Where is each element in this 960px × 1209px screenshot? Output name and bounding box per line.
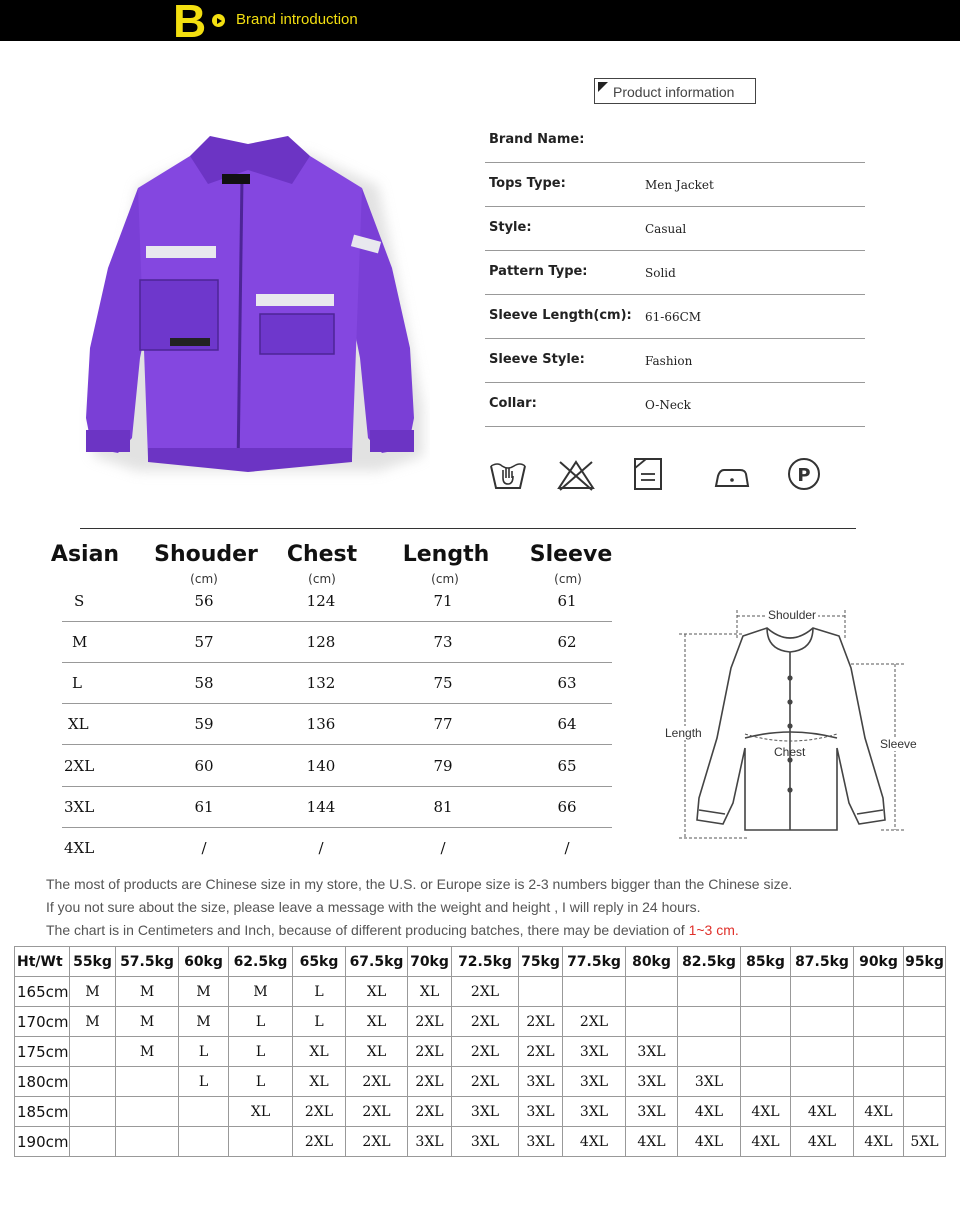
size-cell — [741, 1007, 791, 1037]
size-cell: M — [116, 1037, 179, 1067]
size-cell: 58 — [194, 674, 214, 692]
size-cell — [904, 977, 946, 1007]
size-cell: 128 — [306, 633, 336, 651]
size-cell: 4XL — [791, 1127, 854, 1157]
size-header-asian: Asian — [50, 542, 120, 567]
spec-row — [485, 250, 865, 295]
spec-value: Fashion — [645, 354, 693, 368]
size-cell: L — [179, 1037, 229, 1067]
size-cell: 3XL — [563, 1097, 626, 1127]
size-cell: 2XL — [346, 1127, 408, 1157]
size-cell: XL — [346, 1007, 408, 1037]
size-cell — [741, 977, 791, 1007]
measurement-diagram — [655, 598, 930, 846]
iron-low-icon — [712, 456, 752, 492]
dry-flat-icon — [630, 456, 670, 492]
size-cell: 2XL — [452, 1067, 519, 1097]
size-cell: 63 — [557, 674, 577, 692]
size-cell — [626, 1007, 678, 1037]
size-cell: 3XL — [626, 1037, 678, 1067]
size-cell — [116, 1067, 179, 1097]
size-row — [62, 786, 612, 828]
size-cell: 59 — [194, 715, 214, 733]
spec-key: Style: — [489, 220, 532, 235]
weight-header: 55kg — [70, 947, 116, 977]
size-cell: 4XL — [741, 1127, 791, 1157]
size-cell: XL — [346, 1037, 408, 1067]
spec-key: Brand Name: — [489, 132, 585, 147]
size-cell: 3XL — [519, 1067, 563, 1097]
size-cell: M — [70, 1007, 116, 1037]
size-cell: 3XL — [408, 1127, 452, 1157]
size-cell: 3XL — [678, 1067, 741, 1097]
size-cell: 3XL — [563, 1067, 626, 1097]
size-cell: 2XL — [346, 1067, 408, 1097]
size-cell — [116, 1097, 179, 1127]
spec-row — [485, 382, 865, 427]
size-cell: XL — [293, 1067, 346, 1097]
dry-clean-p-icon — [784, 456, 824, 492]
size-cell: 3XL — [519, 1127, 563, 1157]
size-cell: / — [318, 839, 324, 857]
weight-header: 82.5kg — [678, 947, 741, 977]
size-cell: 77 — [433, 715, 453, 733]
spec-row — [485, 162, 865, 207]
size-cell — [179, 1127, 229, 1157]
size-row — [62, 827, 612, 868]
size-cell: M — [229, 977, 293, 1007]
size-cell: XL — [346, 977, 408, 1007]
height-cell: 190cm — [15, 1127, 70, 1157]
size-cell: 60 — [194, 757, 214, 775]
size-cell: 2XL — [346, 1097, 408, 1127]
size-cell: L — [229, 1037, 293, 1067]
size-cell: 2XL — [293, 1127, 346, 1157]
size-cell — [904, 1037, 946, 1067]
size-cell: 57 — [194, 633, 214, 651]
size-cell — [854, 1037, 904, 1067]
size-cell — [791, 1067, 854, 1097]
size-cell: 61 — [194, 798, 214, 816]
height-weight-table — [14, 946, 946, 1157]
size-cell: M — [116, 977, 179, 1007]
weight-header: 72.5kg — [452, 947, 519, 977]
size-header-chest: Chest — [286, 542, 358, 567]
size-cell: 136 — [306, 715, 336, 733]
size-row — [62, 703, 612, 745]
spec-key: Tops Type: — [489, 176, 566, 191]
size-cell: 65 — [557, 757, 577, 775]
size-cell: S — [74, 592, 85, 610]
size-header-length: Length — [402, 542, 490, 567]
spec-value: Casual — [645, 222, 687, 236]
size-cell: 2XL — [519, 1007, 563, 1037]
size-cell: 79 — [433, 757, 453, 775]
size-cell — [563, 977, 626, 1007]
size-cell: / — [201, 839, 207, 857]
size-cell: 66 — [557, 798, 577, 816]
weight-header: 62.5kg — [229, 947, 293, 977]
size-cell — [70, 1067, 116, 1097]
size-cell: M — [179, 977, 229, 1007]
size-cell — [791, 977, 854, 1007]
size-cell: 2XL — [408, 1067, 452, 1097]
size-header-shoulder: Shouder — [154, 542, 258, 567]
size-cell — [741, 1067, 791, 1097]
deviation-range: 1~3 cm — [688, 922, 735, 938]
size-cell: 140 — [306, 757, 336, 775]
diagram-label-length: Length — [665, 726, 702, 740]
size-note-2: If you not sure about the size, please leave a message with the weight and height , I will reply in 24 hours. — [46, 899, 701, 915]
spec-row — [485, 206, 865, 251]
play-circle-icon — [212, 14, 225, 27]
spec-key: Sleeve Length(cm): — [489, 308, 632, 323]
unit-label: (cm) — [308, 572, 336, 586]
size-cell — [519, 977, 563, 1007]
size-cell: / — [440, 839, 446, 857]
table-row — [15, 1007, 946, 1037]
spec-key: Collar: — [489, 396, 537, 411]
size-cell: 4XL — [741, 1097, 791, 1127]
size-cell: 2XL — [519, 1037, 563, 1067]
size-cell: 4XL — [563, 1127, 626, 1157]
table-row — [15, 1037, 946, 1067]
size-cell: 3XL — [64, 798, 95, 816]
size-cell: 2XL — [408, 1097, 452, 1127]
table-row — [15, 1097, 946, 1127]
weight-header: 80kg — [626, 947, 678, 977]
size-cell — [678, 977, 741, 1007]
weight-header: 70kg — [408, 947, 452, 977]
spec-row — [485, 338, 865, 383]
size-cell: 61 — [557, 592, 577, 610]
size-cell — [678, 1007, 741, 1037]
spec-value: 61-66CM — [645, 310, 702, 324]
weight-header: 75kg — [519, 947, 563, 977]
size-cell: 2XL — [563, 1007, 626, 1037]
size-cell — [626, 977, 678, 1007]
size-cell: 71 — [433, 592, 453, 610]
size-cell — [678, 1037, 741, 1067]
size-note-3 — [46, 922, 739, 938]
size-cell — [179, 1097, 229, 1127]
size-cell — [791, 1007, 854, 1037]
height-cell: 185cm — [15, 1097, 70, 1127]
size-cell: 62 — [557, 633, 577, 651]
size-cell — [791, 1037, 854, 1067]
unit-label: (cm) — [431, 572, 459, 586]
size-cell: 2XL — [452, 977, 519, 1007]
height-cell: 175cm — [15, 1037, 70, 1067]
size-cell: 132 — [306, 674, 336, 692]
weight-header: 65kg — [293, 947, 346, 977]
section-divider — [80, 528, 856, 529]
size-cell: / — [564, 839, 570, 857]
size-note-3-text: The chart is in Centimeters and Inch, because of different producing batches, there may be deviation of — [46, 922, 689, 938]
weight-header: 77.5kg — [563, 947, 626, 977]
size-cell: XL — [408, 977, 452, 1007]
size-cell — [229, 1127, 293, 1157]
spec-key: Sleeve Style: — [489, 352, 585, 367]
size-cell: XL — [68, 715, 89, 733]
height-cell: 180cm — [15, 1067, 70, 1097]
size-cell — [70, 1037, 116, 1067]
size-header-sleeve: Sleeve — [529, 542, 613, 567]
diagram-label-chest: Chest — [774, 745, 806, 759]
height-cell: 170cm — [15, 1007, 70, 1037]
size-cell: L — [229, 1007, 293, 1037]
size-note-1: The most of products are Chinese size in my store, the U.S. or Europe size is 2-3 numbers bigger than the Chinese size. — [46, 876, 793, 892]
size-cell: 4XL — [854, 1127, 904, 1157]
brand-introduction-title: Brand introduction — [236, 11, 358, 28]
size-cell — [904, 1067, 946, 1097]
spec-row — [485, 118, 865, 163]
size-cell: 4XL — [854, 1097, 904, 1127]
size-cell: 2XL — [408, 1007, 452, 1037]
size-cell — [854, 1067, 904, 1097]
size-cell: 144 — [306, 798, 336, 816]
size-row — [62, 745, 612, 787]
unit-label: (cm) — [554, 572, 582, 586]
size-cell: 4XL — [64, 839, 95, 857]
size-cell — [70, 1097, 116, 1127]
table-row — [15, 1067, 946, 1097]
size-cell — [904, 1007, 946, 1037]
size-row — [62, 662, 612, 704]
size-cell: 3XL — [626, 1067, 678, 1097]
table-header-row — [15, 947, 946, 977]
size-cell: L — [229, 1067, 293, 1097]
size-cell: 75 — [433, 674, 453, 692]
spec-value: O-Neck — [645, 398, 691, 412]
size-row — [62, 621, 612, 663]
size-cell: 4XL — [791, 1097, 854, 1127]
size-cell: 2XL — [408, 1037, 452, 1067]
brand-letter: B — [173, 0, 207, 47]
size-cell: 81 — [433, 798, 453, 816]
size-cell: 64 — [557, 715, 577, 733]
weight-header: 85kg — [741, 947, 791, 977]
corner-cell: Ht/Wt — [15, 947, 70, 977]
product-information-label: Product information — [594, 78, 756, 104]
jacket-product-image — [70, 118, 430, 488]
svg-text:P: P — [797, 465, 811, 486]
size-cell: L — [72, 674, 82, 692]
size-cell: XL — [229, 1097, 293, 1127]
size-cell: 4XL — [626, 1127, 678, 1157]
spec-key: Pattern Type: — [489, 264, 588, 279]
size-cell: L — [293, 977, 346, 1007]
size-cell: 2XL — [293, 1097, 346, 1127]
size-cell: M — [72, 633, 88, 651]
size-cell: M — [116, 1007, 179, 1037]
diagram-label-shoulder: Shoulder — [768, 608, 817, 622]
size-cell: 2XL — [64, 757, 95, 775]
weight-header: 87.5kg — [791, 947, 854, 977]
size-cell — [854, 977, 904, 1007]
size-cell: 56 — [194, 592, 214, 610]
weight-header: 67.5kg — [346, 947, 408, 977]
spec-row — [485, 294, 865, 339]
size-cell: 3XL — [563, 1037, 626, 1067]
weight-header: 90kg — [854, 947, 904, 977]
size-cell: L — [179, 1067, 229, 1097]
size-cell — [904, 1097, 946, 1127]
size-cell: 4XL — [678, 1097, 741, 1127]
weight-header: 57.5kg — [116, 947, 179, 977]
no-bleach-icon — [556, 456, 596, 492]
size-cell: 3XL — [452, 1097, 519, 1127]
unit-label: (cm) — [190, 572, 218, 586]
size-cell — [116, 1127, 179, 1157]
size-row — [62, 580, 612, 622]
size-cell — [741, 1037, 791, 1067]
size-cell: 73 — [433, 633, 453, 651]
hand-wash-icon — [488, 456, 528, 492]
table-row — [15, 977, 946, 1007]
size-cell: 3XL — [519, 1097, 563, 1127]
weight-header: 60kg — [179, 947, 229, 977]
size-cell: 3XL — [452, 1127, 519, 1157]
size-cell: 2XL — [452, 1037, 519, 1067]
weight-header: 95kg — [904, 947, 946, 977]
size-cell: 3XL — [626, 1097, 678, 1127]
spec-value: Solid — [645, 266, 676, 280]
size-cell: 4XL — [678, 1127, 741, 1157]
header-bar — [0, 0, 960, 47]
height-cell: 165cm — [15, 977, 70, 1007]
table-row — [15, 1127, 946, 1157]
diagram-label-sleeve: Sleeve — [880, 737, 917, 751]
size-cell: 5XL — [904, 1127, 946, 1157]
spec-value: Men Jacket — [645, 178, 714, 192]
size-cell: 124 — [306, 592, 336, 610]
size-cell — [854, 1007, 904, 1037]
size-cell: M — [179, 1007, 229, 1037]
size-note-3-end: . — [734, 922, 739, 938]
size-cell: M — [70, 977, 116, 1007]
size-cell: L — [293, 1007, 346, 1037]
size-cell: XL — [293, 1037, 346, 1067]
size-cell: 2XL — [452, 1007, 519, 1037]
size-cell — [70, 1127, 116, 1157]
